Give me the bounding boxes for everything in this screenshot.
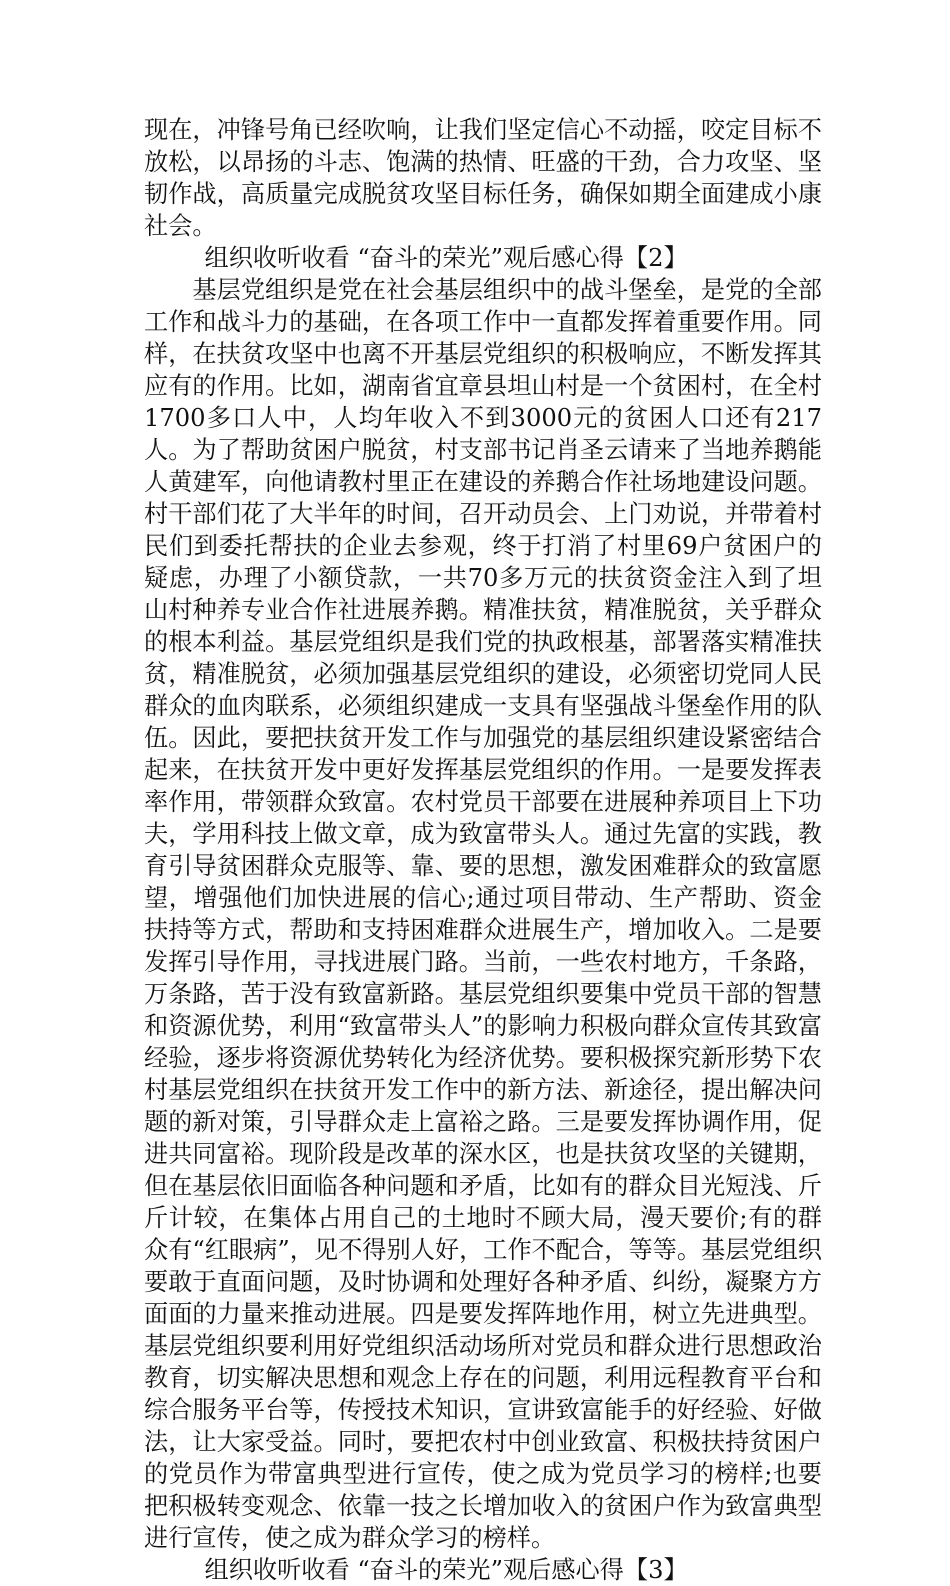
section-heading-2: 组织收听收看 “奋斗的荣光”观后感心得【2】	[204, 244, 688, 272]
document-page	[144, 114, 822, 1586]
section-heading-3: 组织收听收看 “奋斗的荣光”观后感心得【3】	[204, 1556, 688, 1584]
intro-paragraph: 现在，冲锋号角已经吹响，让我们坚定信心不动摇，咬定目标不放松，以昂扬的斗志、饱满的热情、旺盛的干劲，合力攻坚、坚韧作战，高质量完成脱贫攻坚目标任务，确保如期全面建成小康社会。	[144, 116, 822, 240]
body-paragraph: 基层党组织是党在社会基层组织中的战斗堡垒，是党的全部工作和战斗力的基础，在各项工作中一直都发挥着重要作用。同样，在扶贫攻坚中也离不开基层党组织的积极响应，不断发挥其应有的作用。比如，湖南省宜章县坦山村是一个贫困村，在全村1700多口人中，人均年收入不到3000元的贫困人口还有217人。为了帮助贫困户脱贫，村支部书记肖圣云请来了当地养鹅能人黄建军，向他请教村里正在建设的养鹅合作社场地建设问题。村干部们花了大半年的时间，召开动员会、上门劝说，并带着村民们到委托帮扶的企业去参观，终于打消了村里69户贫困户的疑虑，办理了小额贷款，一共70多万元的扶贫资金注入到了坦山村种养专业合作社进展养鹅。精准扶贫，精准脱贫，关乎群众的根本利益。基层党组织是我们党的执政根基，部署落实精准扶贫，精准脱贫，必须加强基层党组织的建设，必须密切党同人民群众的血肉联系，必须组织建成一支具有坚强战斗堡垒作用的队伍。因此，要把扶贫开发工作与加强党的基层组织建设紧密结合起来，在扶贫开发中更好发挥基层党组织的作用。一是要发挥表率作用，带领群众致富。农村党员干部要在进展种养项目上下功夫，学用科技上做文章，成为致富带头人。通过先富的实践，教育引导贫困群众克服等、靠、要的思想，激发困难群众的致富愿望，增强他们加快进展的信心;通过项目带动、生产帮助、资金扶持等方式，帮助和支持困难群众进展生产，增加收入。二是要发挥引导作用，寻找进展门路。当前，一些农村地方，千条路，万条路，苦于没有致富新路。基层党组织要集中党员干部的智慧和资源优势，利用“致富带头人”的影响力积极向群众宣传其致富经验，逐步将资源优势转化为经济优势。要积极探究新形势下农村基层党组织在扶贫开发工作中的新方法、新途径，提出解决问题的新对策，引导群众走上富裕之路。三是要发挥协调作用，促进共同富裕。现阶段是改革的深水区，也是扶贫攻坚的关键期，但在基层依旧面临各种问题和矛盾，比如有的群众目光短浅、斤斤计较，在集体占用自己的土地时不顾大局，漫天要价;有的群众有“红眼病”，见不得别人好，工作不配合，等等。基层党组织要敢于直面问题，及时协调和处理好各种矛盾、纠纷，凝聚方方面面的力量来推动进展。四是要发挥阵地作用，树立先进典型。基层党组织要利用好党组织活动场所对党员和群众进行思想政治教育，切实解决思想和观念上存在的问题，利用远程教育平台和综合服务平台等，传授技术知识，宣讲致富能手的好经验、好做法，让大家受益。同时，要把农村中创业致富、积极扶持贫困户的党员作为带富典型进行宣传，使之成为党员学习的榜样;也要把积极转变观念、依靠一技之长增加收入的贫困户作为致富典型进行宣传，使之成为群众学习的榜样。	[144, 276, 822, 1552]
